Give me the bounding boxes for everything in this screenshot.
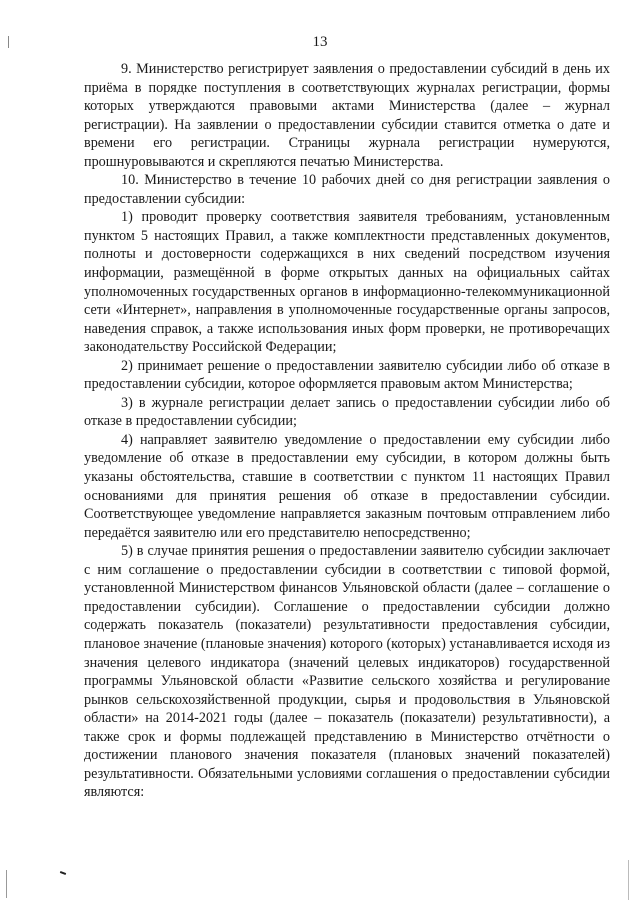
paragraph-item-9: 9. Министерство регистрирует заявления о предоставлении субсидий в день их приёма в порядке поступления в соответствующих журналах регистрации, формы которых утверждаются правовыми актами Министерства (далее – журнал регистрации). На заявлении о предоставлении субсидии ставится отметка о дате и времени его регистрации. Страницы журнала регистрации нумеруются, прошнуровываются и скрепляются печатью Министерства. xyxy=(84,61,610,170)
paragraph-subitem-1: 1) проводит проверку соответствия заявителя требованиям, установленным пунктом 5 настоящих Правил, а также комплектности представленных документов, полноты и достоверности содержащихся в них сведений посредством изучения информации, размещённой в форме открытых данных на официальных сайтах уполномоченных государственных органов в информационно-телекоммуникационной сети «Интернет», направления в уполномоченные государственные органы запросов, наведения справок, а также использования иных форм проверки, не противоречащих законодательству Российской Федерации; xyxy=(84,209,610,356)
paragraph-subitem-3: 3) в журнале регистрации делает запись о предоставлении субсидии либо об отказе в предоставлении субсидии; xyxy=(84,394,610,430)
paragraph-subitem-2: 2) принимает решение о предоставлении заявителю субсидии либо об отказе в предоставлении субсидии, которое оформляется правовым актом Министерства; xyxy=(84,357,610,393)
scan-artifact xyxy=(6,870,7,898)
scan-artifact xyxy=(628,860,629,900)
paragraph-item-10: 10. Министерство в течение 10 рабочих дней со дня регистрации заявления о предоставлении субсидии: xyxy=(84,172,610,207)
scan-artifact xyxy=(60,871,66,875)
paragraph-subitem-5: 5) в случае принятия решения о предоставлении заявителю субсидии заключает с ним соглашение о предоставлении субсидии в соответствии с типовой формой, установленной Министерством финансов Ульяновской области (далее – соглашение о предоставлении субсидии). Соглашение о предоставлении субсидии должно содержать показатель (показатели) результативности предоставления субсидии, плановое значение (плановые значения) которого (которых) устанавливается исходя из значения целевого индикатора (значений целевых индикаторов) государственной программы Ульяновской области «Развитие сельского хозяйства и регулирование рынков сельскохозяйственной продукции, сырья и продовольствия в Ульяновской области» на 2014-2021 годы (далее – показатель (показатели) результативности), а также срок и формы подлежащей представлению в Министерство отчётности о достижении планового значения показателя (плановых значений показателей) результативности. Обязательными условиями соглашения о предоставлении субсидии являются: xyxy=(84,543,610,801)
page-number: 13 xyxy=(312,34,328,50)
scan-artifact xyxy=(8,36,9,48)
paragraph-subitem-4: 4) направляет заявителю уведомление о предоставлении ему субсидии либо уведомление об отказе в предоставлении ему субсидии, в котором должны быть указаны обстоятельства, ставшие в соответствии с пунктом 11 настоящих Правил основаниями для принятия решения об отказе в предоставлении субсидии. Соответствующее уведомление направляется заказным почтовым отправлением либо передаётся заявителю или его представителю непосредственно; xyxy=(84,431,610,541)
document-body xyxy=(84,60,610,802)
